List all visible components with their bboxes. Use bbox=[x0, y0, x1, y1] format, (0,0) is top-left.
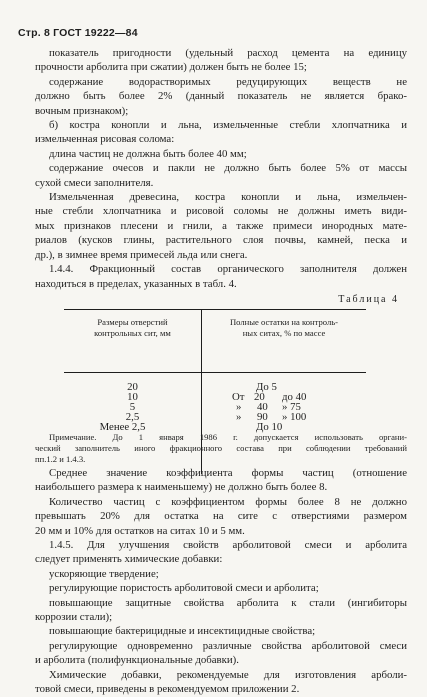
text-line: измельченная рисовая солома: bbox=[35, 133, 175, 146]
text-line: регулирующие пористость арболитовой смеси и арболита; bbox=[49, 582, 319, 595]
table-cell-size: 10 bbox=[127, 391, 138, 403]
header-text: Полные остатки на контроль- bbox=[229, 317, 339, 327]
text-line: наибольшего размера к наименьшему) не должно быть более 8. bbox=[35, 481, 328, 494]
note-line: ческий заполнитель иного фракционного состава при соблюдении требований bbox=[35, 443, 407, 453]
text-line: Количество частиц с коэффициентом формы более 8 не должно bbox=[49, 495, 407, 508]
text-line: превышать 20% для остатка на сите с отверстиями размером bbox=[35, 510, 407, 523]
fraction-table bbox=[64, 309, 366, 373]
table-cell-size: 20 bbox=[127, 381, 138, 393]
text-line: прочности арболита при сжатии) должен быть не более 15; bbox=[35, 61, 307, 74]
sieve-size-column bbox=[64, 382, 201, 432]
table-header-residue bbox=[202, 317, 366, 339]
text-line: мых признаков плесени и гнили, а также примеси инородных мате- bbox=[35, 219, 407, 232]
residue-from: 20 bbox=[254, 391, 265, 403]
header-text: контрольных сит, мм bbox=[94, 328, 171, 338]
text-line: содержание очесов и пакли не должно быть более 5% от массы bbox=[49, 162, 407, 175]
residue-prefix: » bbox=[236, 401, 242, 413]
table-row bbox=[202, 422, 366, 432]
table-header-sieve-size bbox=[64, 317, 201, 339]
text-line: 1.4.4. Фракционный состав органического заполнителя должен bbox=[49, 263, 407, 276]
text-line: риалов (кусков глины, растительного слоя почвы, камней, песка и bbox=[35, 234, 407, 247]
residue-prefix: » bbox=[236, 411, 242, 423]
text-line: ускоряющие твердение; bbox=[49, 567, 159, 580]
text-line: ные стебли хлопчатника и рисовой соломы не должны иметь види- bbox=[35, 205, 407, 218]
text-line: следует применять химические добавки: bbox=[35, 553, 223, 566]
text-line: регулирующие одновременно различные свойства арболитовой смеси bbox=[49, 639, 407, 652]
header-text: Размеры отверстий bbox=[97, 317, 168, 327]
table-row bbox=[202, 412, 366, 422]
table-cell-size: 5 bbox=[129, 401, 136, 413]
text-line: вочным признаком); bbox=[35, 104, 129, 117]
residue-from: До 10 bbox=[256, 421, 283, 433]
text-line: товой смеси, приведены в рекомендуемом приложении 2. bbox=[35, 683, 300, 696]
text-line: коррозии стали); bbox=[35, 611, 113, 624]
residue-prefix: От bbox=[232, 391, 245, 403]
text-line: длина частиц не должна быть более 40 мм; bbox=[49, 147, 247, 160]
note-line: Примечание. До 1 января 1986 г. допускается использовать органи- bbox=[49, 432, 407, 442]
residue-from: До 5 bbox=[256, 381, 277, 393]
main-text-block-2 bbox=[35, 466, 407, 697]
text-line: др.), в зимнее время примесей льда или снега. bbox=[35, 248, 248, 261]
table-cell-size: Менее 2,5 bbox=[99, 421, 146, 433]
text-line: повышающие бактерицидные и инсектицидные свойства; bbox=[49, 625, 316, 638]
text-line: 1.4.5. Для улучшения свойств арболитовой смеси и арболита bbox=[49, 539, 407, 552]
residue-to: » 75 bbox=[282, 401, 301, 413]
text-line: должно быть более 2% (данный показатель не является брако- bbox=[35, 90, 407, 103]
text-line: б) костра конопли и льна, измельченные стебли хлопчатника и bbox=[49, 119, 407, 132]
table-cell-size: 2,5 bbox=[125, 411, 140, 423]
residue-to: » 100 bbox=[282, 411, 307, 423]
page-header: Стр. 8 ГОСТ 19222—84 bbox=[18, 27, 138, 39]
text-line: и арболита (полифункциональные добавки). bbox=[35, 654, 239, 667]
text-line: Химические добавки, рекомендуемые для изготовления арболи- bbox=[49, 668, 407, 681]
text-line: содержание водорастворимых редуцирующих веществ не bbox=[49, 75, 407, 88]
header-text: ных ситах, % по массе bbox=[242, 328, 326, 338]
text-line: Измельченная древесина, костра конопли и льна, измельчен- bbox=[49, 191, 407, 204]
text-line: Среднее значение коэффициента формы частиц (отношение bbox=[49, 467, 407, 479]
table-caption: Таблица 4 bbox=[338, 294, 399, 305]
text-line: повышающие защитные свойства арболита к стали (ингибиторы bbox=[49, 596, 407, 609]
text-line: сухой смеси заполнителя. bbox=[35, 176, 154, 189]
residue-from: 40 bbox=[257, 401, 268, 413]
residue-from: 90 bbox=[257, 411, 268, 423]
text-line: показатель пригодности (удельный расход цемента на единицу bbox=[49, 47, 407, 59]
text-line: 20 мм и 10% для остатков на ситах 10 и 5 мм. bbox=[35, 524, 245, 537]
residue-to: до 40 bbox=[282, 391, 307, 403]
residue-column bbox=[202, 382, 366, 432]
main-text-block-1 bbox=[35, 46, 407, 291]
text-line: находиться в пределах, указанных в табл. 4. bbox=[35, 277, 237, 290]
table-note bbox=[35, 432, 407, 465]
note-line: пп.1.2 и 1.4.3. bbox=[35, 454, 86, 464]
